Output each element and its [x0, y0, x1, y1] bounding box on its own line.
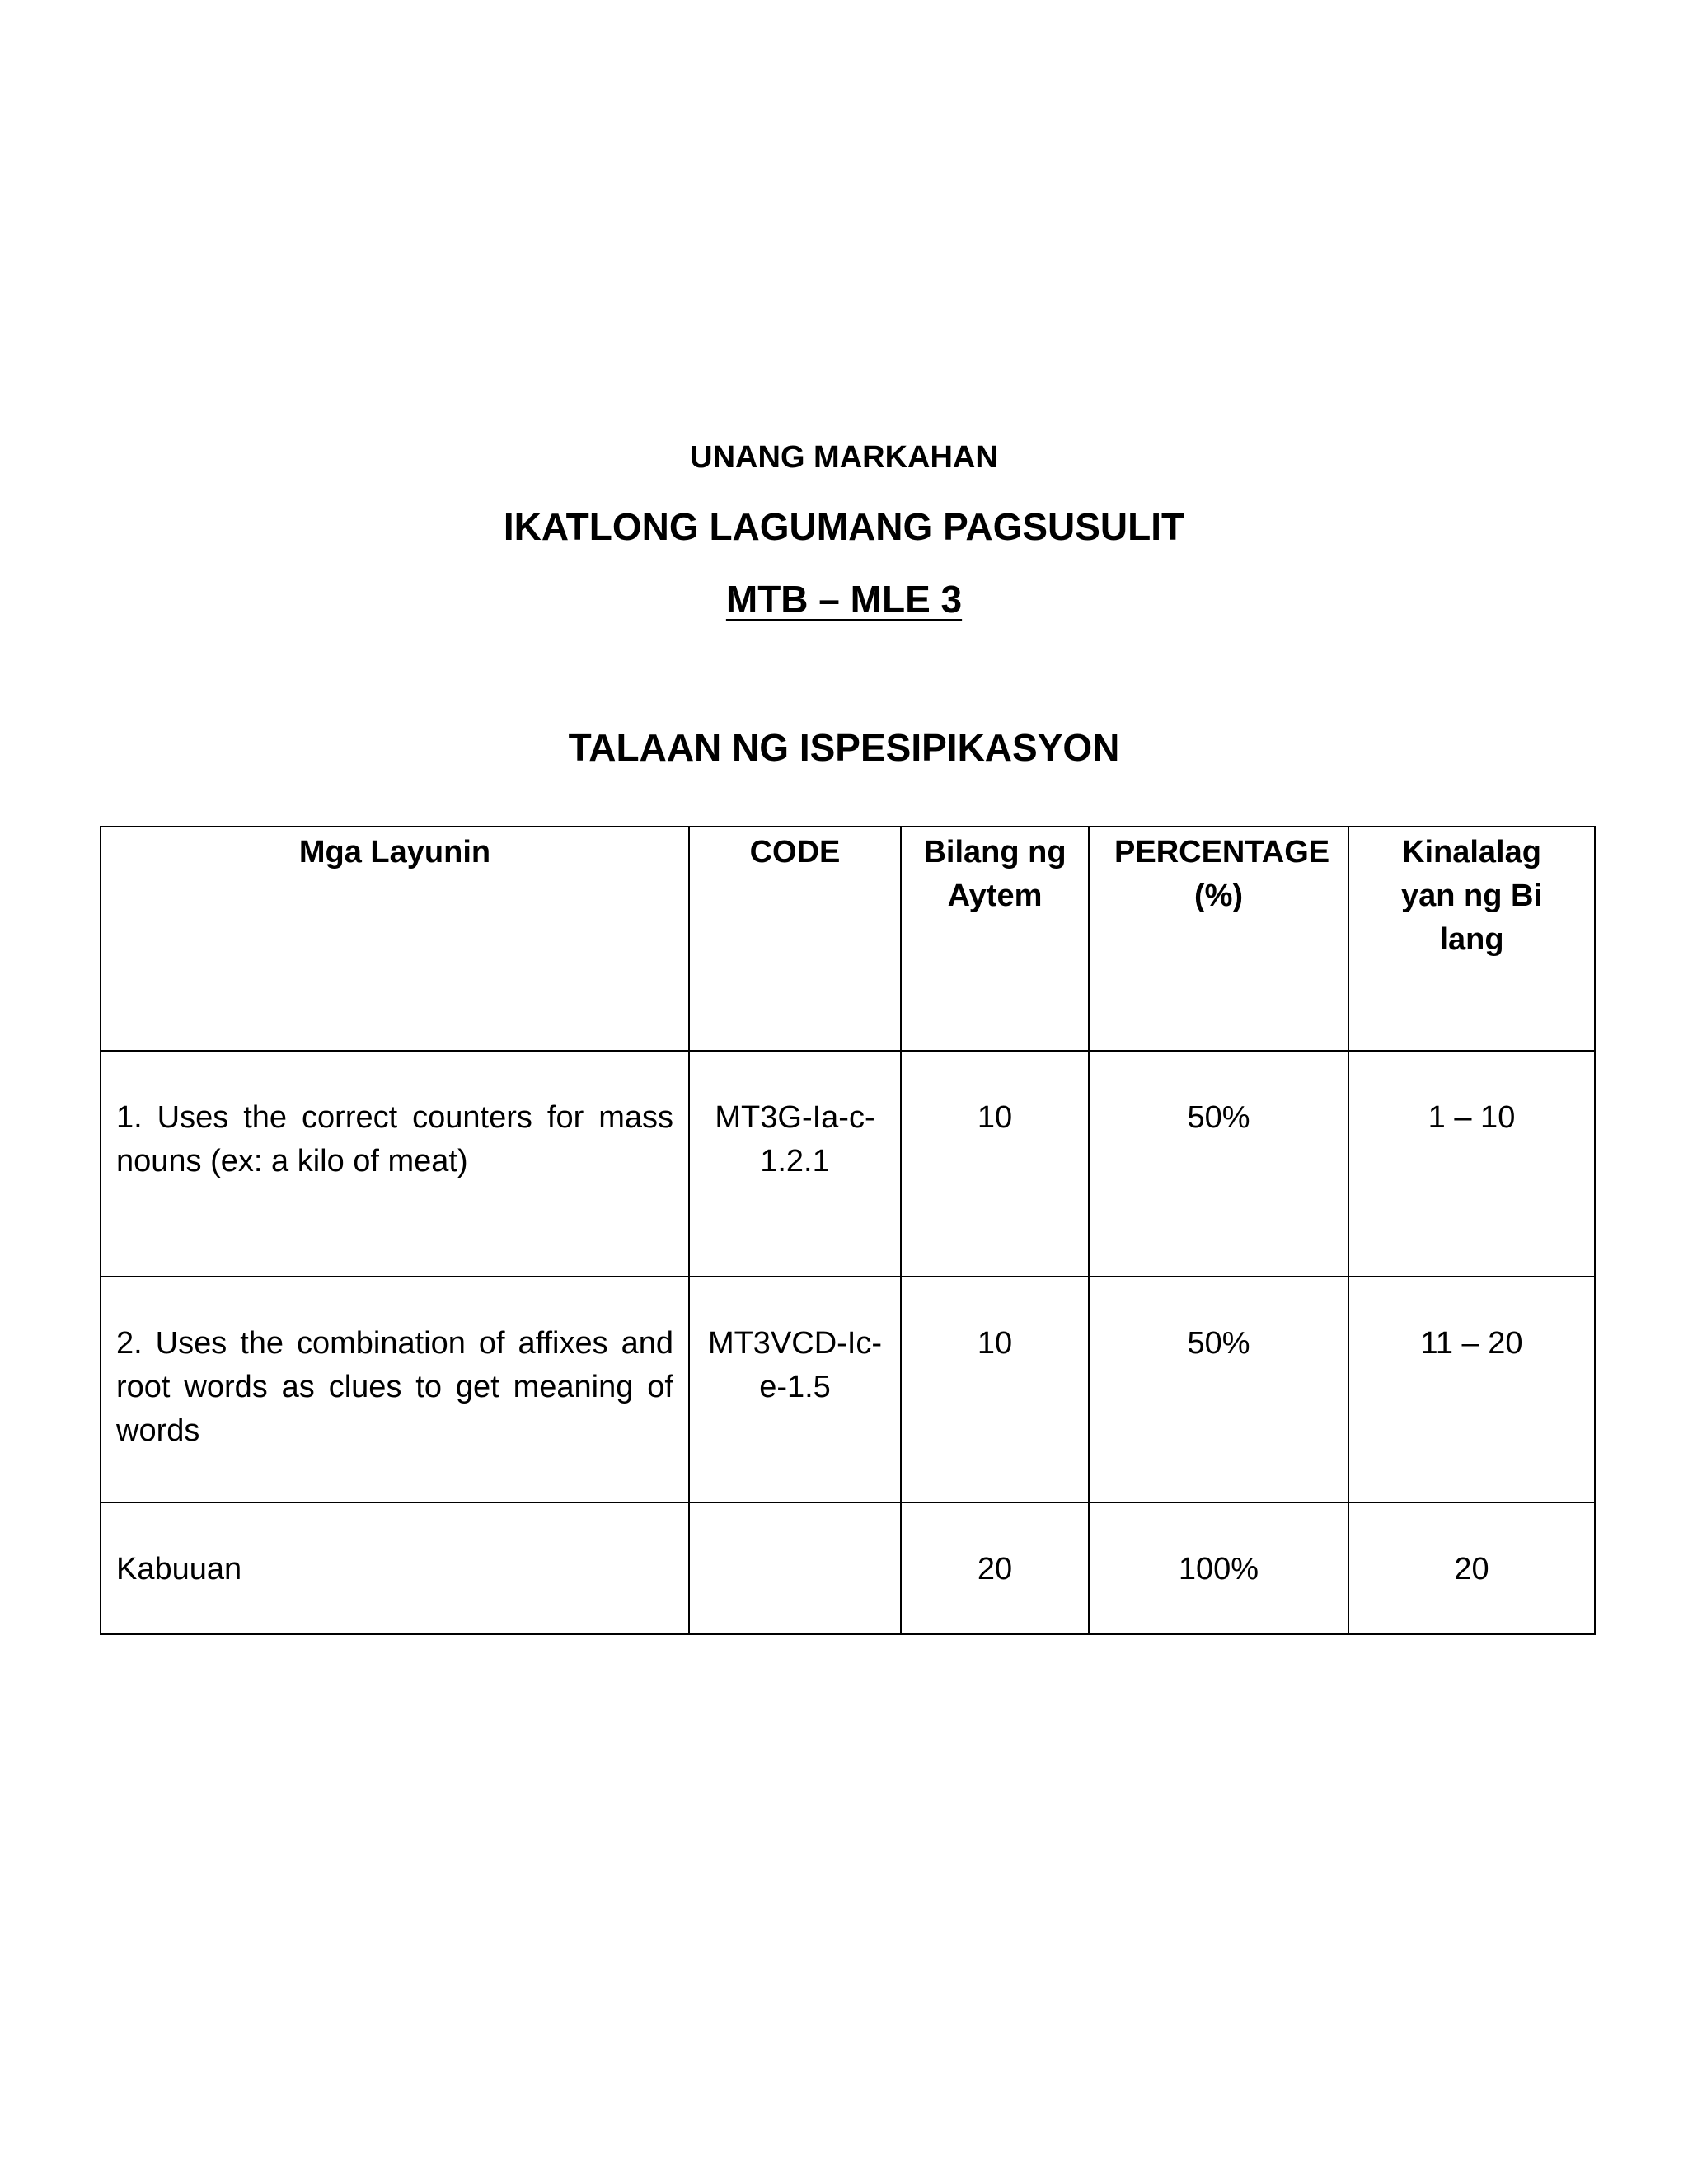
- item-count-cell: 10: [901, 1277, 1089, 1502]
- table-title: TALAAN NG ISPESIPIKASYON: [568, 726, 1120, 769]
- total-item-count-cell: 20: [901, 1502, 1089, 1634]
- total-label-cell: Kabuuan: [101, 1502, 689, 1634]
- placement-cell: 1 – 10: [1348, 1051, 1595, 1277]
- table-header-row: [101, 827, 1595, 1051]
- code-cell: MT3G-Ia-c-1.2.1: [689, 1051, 901, 1277]
- table-total-row: [101, 1502, 1595, 1634]
- total-placement-cell: 20: [1348, 1502, 1595, 1634]
- column-header-code: CODE: [689, 827, 901, 1051]
- table-row: [101, 1051, 1595, 1277]
- table-row: [101, 1277, 1595, 1502]
- objective-cell: 1. Uses the correct counters for mass nouns (ex: a kilo of meat): [101, 1051, 689, 1277]
- subject-heading: [0, 577, 1688, 621]
- code-cell: MT3VCD-Ic-e-1.5: [689, 1277, 901, 1502]
- subject-text: MTB – MLE 3: [725, 578, 963, 621]
- column-header-objectives: Mga Layunin: [101, 827, 689, 1051]
- specification-table: [100, 826, 1596, 1635]
- item-count-cell: 10: [901, 1051, 1089, 1277]
- exam-title: IKATLONG LAGUMANG PAGSUSULIT: [503, 505, 1185, 548]
- column-header-placement: Kinalalagyan ng Bilang: [1348, 827, 1595, 1051]
- quarter-heading: UNANG MARKAHAN: [690, 440, 998, 475]
- percentage-cell: 50%: [1089, 1277, 1348, 1502]
- total-percentage-cell: 100%: [1089, 1502, 1348, 1634]
- placement-cell: 11 – 20: [1348, 1277, 1595, 1502]
- objective-cell: 2. Uses the combination of affixes and root words as clues to get meaning of words: [101, 1277, 689, 1502]
- total-code-cell: [689, 1502, 901, 1634]
- percentage-cell: 50%: [1089, 1051, 1348, 1277]
- column-header-item-count: Bilang ng Aytem: [901, 827, 1089, 1051]
- column-header-percentage: PERCENTAGE (%): [1089, 827, 1348, 1051]
